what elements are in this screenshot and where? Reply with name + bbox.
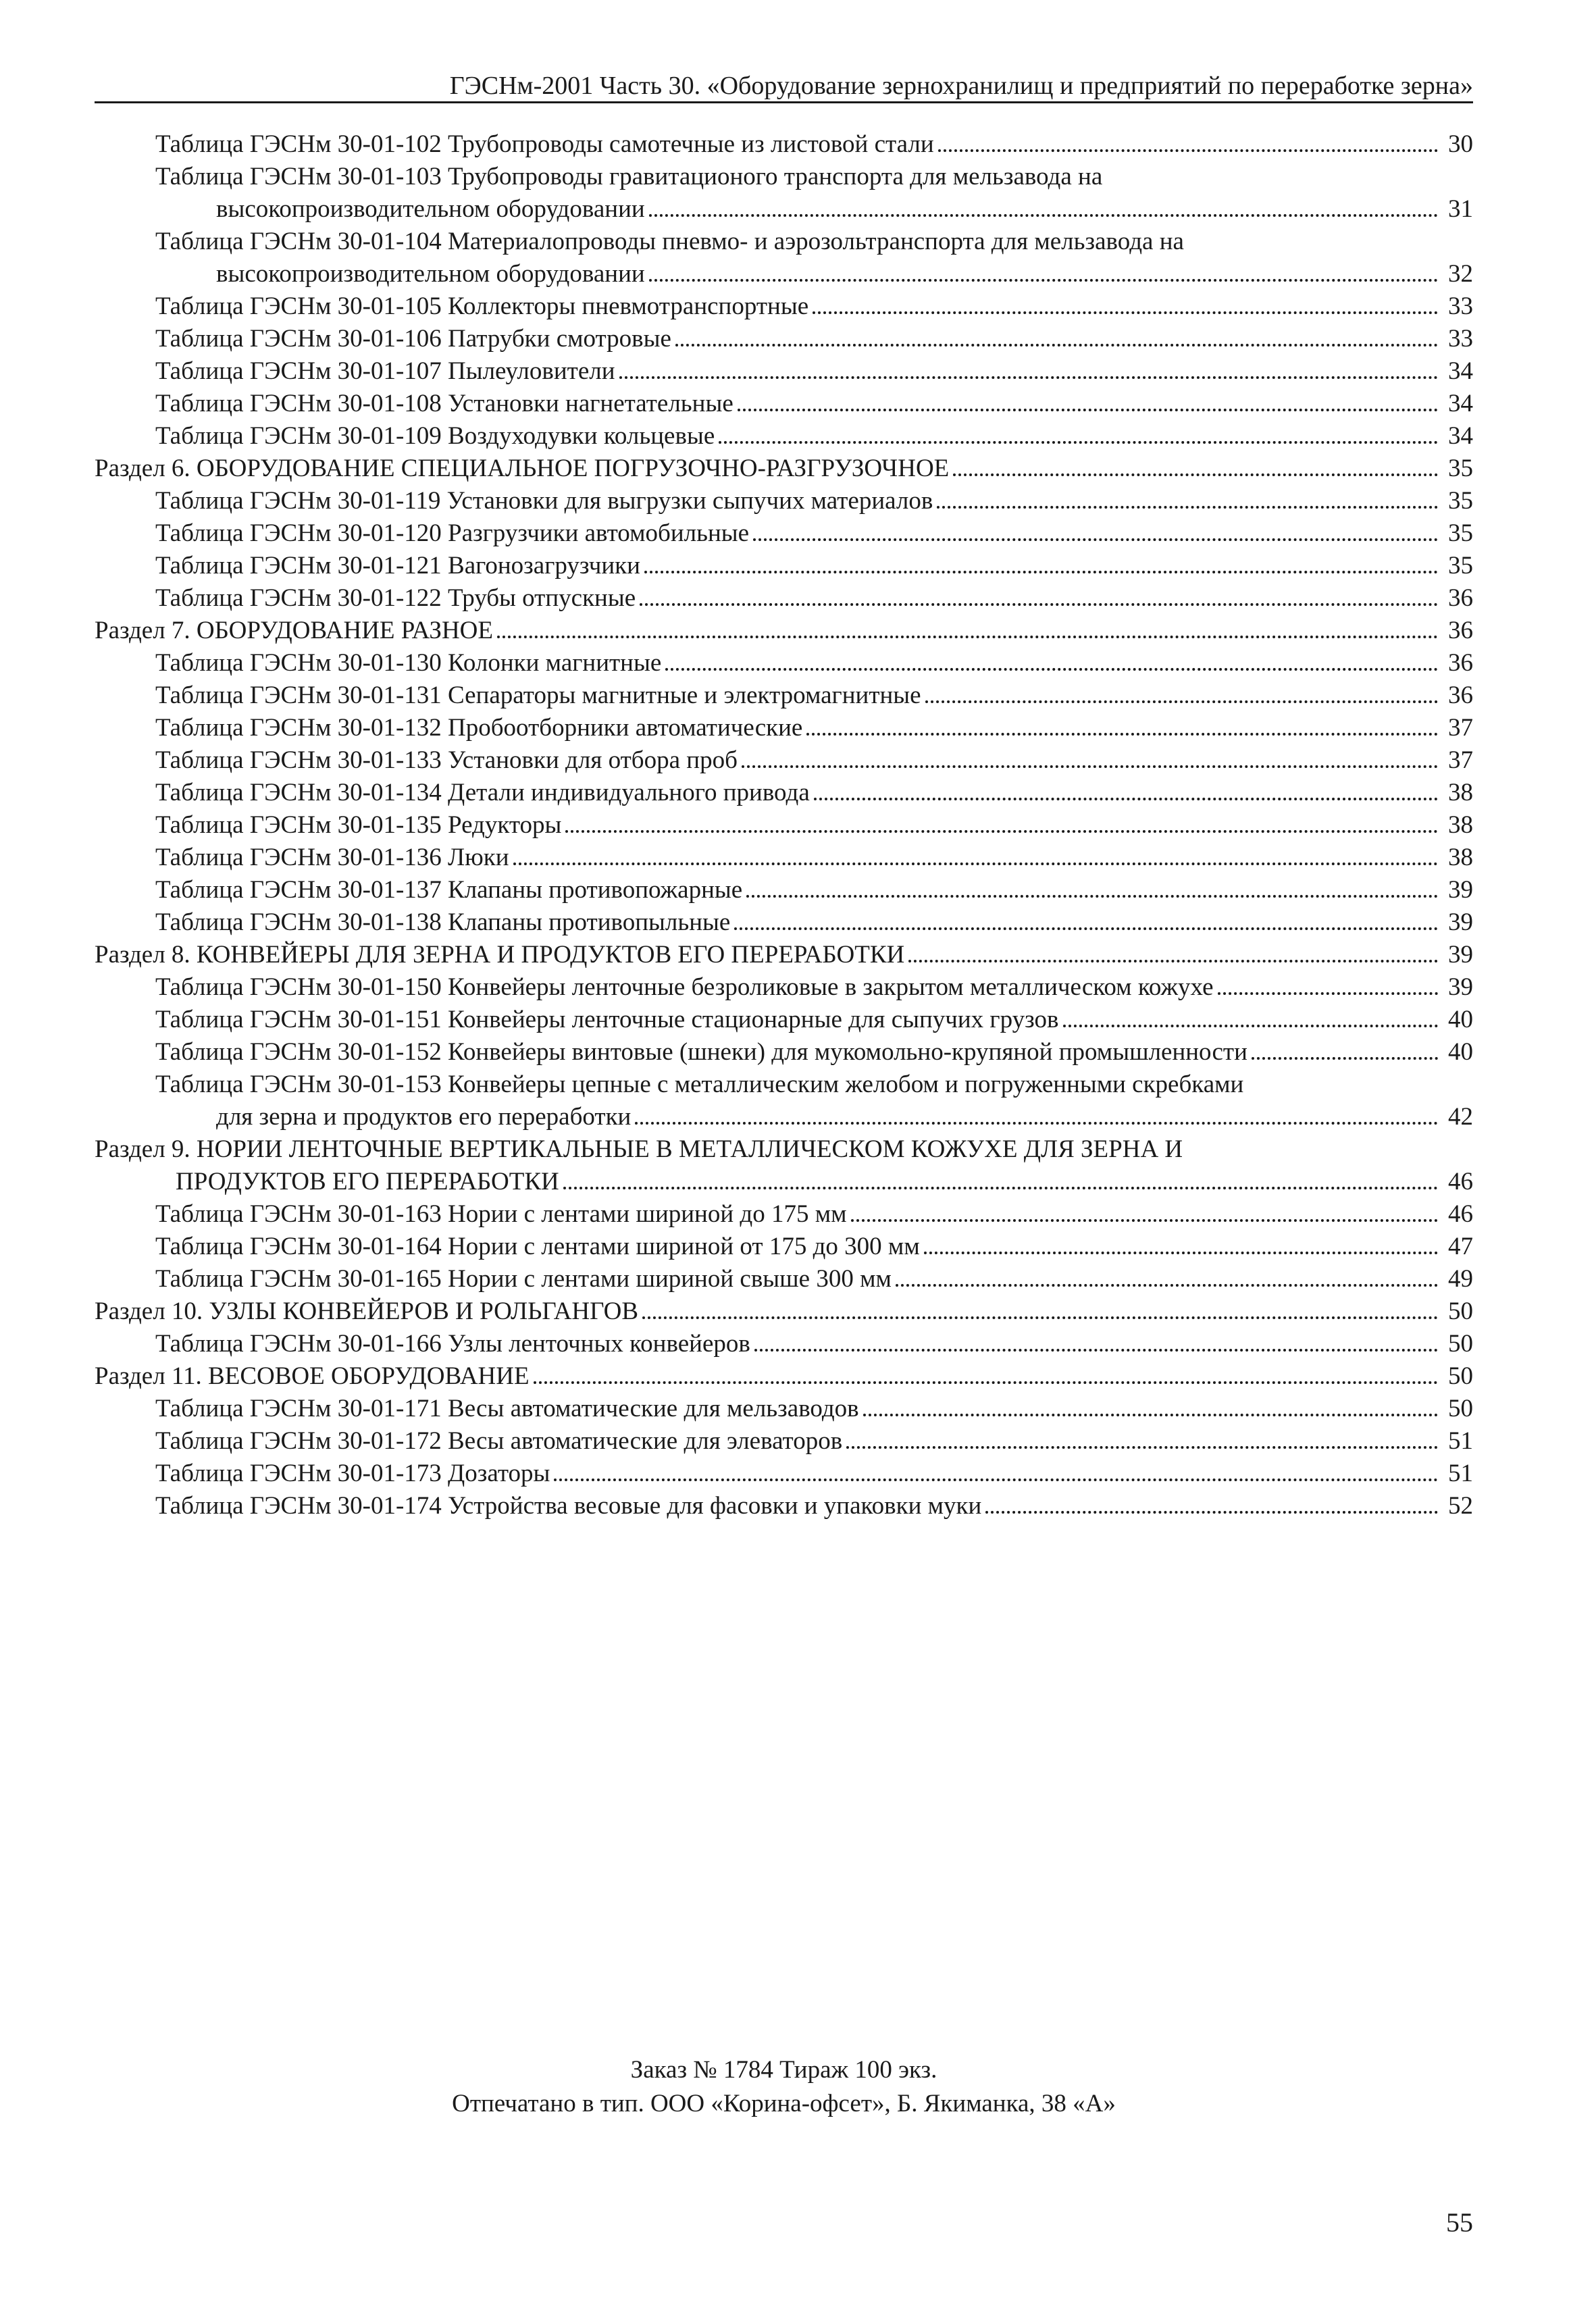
dot-leader <box>497 615 1438 638</box>
toc-entry-first-line: Раздел 9. НОРИИ ЛЕНТОЧНЫЕ ВЕРТИКАЛЬНЫЕ В МЕТАЛЛИЧЕСКОМ КОЖУХЕ ДЛЯ ЗЕРНА И <box>95 1135 1183 1163</box>
dot-leader <box>738 388 1438 411</box>
toc-page-number: 50 <box>1448 1395 1473 1422</box>
toc-page-number: 38 <box>1448 844 1473 871</box>
dot-leader <box>753 518 1438 541</box>
toc-entry-title: Таблица ГЭСНм 30-01-166 Узлы ленточных конвейеров <box>155 1330 750 1358</box>
toc-page-number: 46 <box>1448 1200 1473 1228</box>
dot-leader <box>644 550 1438 573</box>
toc-entry-title: Таблица ГЭСНм 30-01-122 Трубы отпускные <box>155 584 636 612</box>
dot-leader <box>754 1329 1438 1352</box>
toc-entry-title: Таблица ГЭСНм 30-01-131 Сепараторы магнитные и электромагнитные <box>155 682 921 709</box>
toc-table-entry <box>95 647 1473 679</box>
toc-table-entry <box>95 290 1473 323</box>
dot-leader <box>1063 1004 1439 1027</box>
toc-entry-title: Таблица ГЭСНм 30-01-136 Люки <box>155 844 509 871</box>
dot-leader <box>851 1199 1438 1222</box>
page-number: 55 <box>1446 2207 1473 2238</box>
dot-leader <box>953 453 1438 476</box>
toc-entry-first-line: Таблица ГЭСНм 30-01-153 Конвейеры цепные с металлическим желобом и погруженными скребками <box>155 1071 1244 1098</box>
toc-table-entry <box>95 842 1473 874</box>
toc-entry-title: Таблица ГЭСНм 30-01-137 Клапаны противопожарные <box>155 876 743 904</box>
toc-page-number: 50 <box>1448 1297 1473 1325</box>
dot-leader <box>938 129 1438 152</box>
toc-entry-title: Таблица ГЭСНм 30-01-119 Установки для выгрузки сыпучих материалов <box>155 487 933 515</box>
toc-entry-first-line: Таблица ГЭСНм 30-01-104 Материалопроводы пневмо- и аэрозольтранспорта для мельзавода на <box>155 228 1184 255</box>
toc-page-number: 33 <box>1448 325 1473 353</box>
toc-page-number: 35 <box>1448 552 1473 580</box>
toc-table-entry <box>95 1069 1473 1133</box>
toc-entry-title: Таблица ГЭСНм 30-01-108 Установки нагнетательные <box>155 390 733 417</box>
dot-leader <box>985 1491 1438 1514</box>
toc-section-entry <box>95 1360 1473 1393</box>
toc-entry-title: Таблица ГЭСНм 30-01-163 Нории с лентами шириной до 175 мм <box>155 1200 847 1228</box>
toc-entry-title: Таблица ГЭСНм 30-01-109 Воздуходувки кольцевые <box>155 422 715 450</box>
toc-table-entry <box>95 420 1473 453</box>
toc-table-entry <box>95 777 1473 809</box>
toc-section-entry <box>95 939 1473 971</box>
dot-leader <box>635 1102 1438 1125</box>
toc-entry-title: Таблица ГЭСНм 30-01-105 Коллекторы пневмотранспортные <box>155 292 809 320</box>
toc-table-entry <box>95 1263 1473 1295</box>
toc-page-number: 34 <box>1448 390 1473 417</box>
dot-leader <box>814 777 1438 800</box>
toc-page-number: 35 <box>1448 519 1473 547</box>
toc-section-entry <box>95 615 1473 647</box>
toc-entry-title: Таблица ГЭСНм 30-01-134 Детали индивидуального привода <box>155 779 810 806</box>
dot-leader <box>675 324 1438 346</box>
dot-leader <box>563 1166 1438 1189</box>
dot-leader <box>924 1231 1438 1254</box>
toc-table-entry <box>95 1458 1473 1490</box>
toc-table-entry <box>95 906 1473 939</box>
toc-entry-title: Таблица ГЭСНм 30-01-130 Колонки магнитные <box>155 649 662 677</box>
toc-page-number: 50 <box>1448 1330 1473 1358</box>
toc-entry-title: высокопроизводительном оборудовании <box>216 260 645 288</box>
dot-leader <box>619 356 1438 379</box>
toc-entry-title: Таблица ГЭСНм 30-01-138 Клапаны противопыльные <box>155 908 731 936</box>
toc-table-entry <box>95 550 1473 582</box>
toc-entry-title: Таблица ГЭСНм 30-01-165 Нории с лентами шириной свыше 300 мм <box>155 1265 892 1293</box>
dot-leader <box>806 713 1438 736</box>
dot-leader <box>734 907 1438 930</box>
toc-entry-title: Раздел 8. КОНВЕЙЕРЫ ДЛЯ ЗЕРНА И ПРОДУКТОВ ЕГО ПЕРЕРАБОТКИ <box>95 941 905 969</box>
dot-leader <box>554 1458 1438 1481</box>
toc-entry-title: высокопроизводительном оборудовании <box>216 195 645 223</box>
toc-page-number: 36 <box>1448 649 1473 677</box>
toc-page-number: 34 <box>1448 357 1473 385</box>
dot-leader <box>742 745 1438 768</box>
toc-page-number: 38 <box>1448 811 1473 839</box>
dot-leader <box>649 194 1438 217</box>
toc-page-number: 42 <box>1448 1103 1473 1131</box>
toc-table-entry <box>95 1490 1473 1522</box>
toc-table-entry <box>95 971 1473 1004</box>
toc-entry-title: Раздел 11. ВЕСОВОЕ ОБОРУДОВАНИЕ <box>95 1362 530 1390</box>
toc-table-entry <box>95 323 1473 355</box>
dot-leader <box>1218 972 1438 995</box>
toc-table-entry <box>95 1393 1473 1425</box>
toc-table-entry <box>95 1231 1473 1263</box>
toc-entry-title: Таблица ГЭСНм 30-01-172 Весы автоматические для элеваторов <box>155 1427 843 1455</box>
toc-entry-title: ПРОДУКТОВ ЕГО ПЕРЕРАБОТКИ <box>176 1168 559 1195</box>
toc-page-number: 37 <box>1448 746 1473 774</box>
toc-page-number: 32 <box>1448 260 1473 288</box>
toc-entry-title: Таблица ГЭСНм 30-01-106 Патрубки смотровые <box>155 325 671 353</box>
toc-entry-title: Таблица ГЭСНм 30-01-121 Вагонозагрузчики <box>155 552 640 580</box>
toc-table-entry <box>95 712 1473 744</box>
toc-page-number: 51 <box>1448 1427 1473 1455</box>
table-of-contents <box>95 128 1473 1522</box>
toc-table-entry <box>95 517 1473 550</box>
toc-entry-title: для зерна и продуктов его переработки <box>216 1103 632 1131</box>
toc-page-number: 35 <box>1448 487 1473 515</box>
toc-table-entry <box>95 809 1473 842</box>
toc-table-entry <box>95 161 1473 226</box>
toc-section-entry <box>95 1133 1473 1198</box>
toc-section-entry <box>95 1295 1473 1328</box>
toc-entry-title: Таблица ГЭСНм 30-01-152 Конвейеры винтовые (шнеки) для мукомольно-крупяной промышленности <box>155 1038 1247 1066</box>
toc-table-entry <box>95 1036 1473 1069</box>
toc-page-number: 37 <box>1448 714 1473 742</box>
toc-entry-title: Таблица ГЭСНм 30-01-120 Разгрузчики автомобильные <box>155 519 750 547</box>
toc-entry-title: Раздел 6. ОБОРУДОВАНИЕ СПЕЦИАЛЬНОЕ ПОГРУЗОЧНО-РАЗГРУЗОЧНОЕ <box>95 455 950 482</box>
toc-entry-title: Таблица ГЭСНм 30-01-132 Пробоотборники автоматические <box>155 714 803 742</box>
toc-page-number: 49 <box>1448 1265 1473 1293</box>
toc-entry-title: Таблица ГЭСНм 30-01-133 Установки для отбора проб <box>155 746 738 774</box>
imprint-order: Заказ № 1784 Тираж 100 экз. <box>630 2056 937 2084</box>
toc-page-number: 39 <box>1448 973 1473 1001</box>
toc-table-entry <box>95 1328 1473 1360</box>
toc-entry-title: Таблица ГЭСНм 30-01-164 Нории с лентами шириной от 175 до 300 мм <box>155 1233 920 1260</box>
toc-entry-title: Раздел 10. УЗЛЫ КОНВЕЙЕРОВ И РОЛЬГАНГОВ <box>95 1297 639 1325</box>
dot-leader <box>908 940 1438 962</box>
toc-table-entry <box>95 582 1473 615</box>
toc-page-number: 39 <box>1448 908 1473 936</box>
dot-leader <box>813 291 1438 314</box>
toc-entry-title: Таблица ГЭСНм 30-01-150 Конвейеры ленточные безроликовые в закрытом металлическом кожухе <box>155 973 1214 1001</box>
toc-page-number: 47 <box>1448 1233 1473 1260</box>
dot-leader <box>640 583 1438 606</box>
toc-page-number: 50 <box>1448 1362 1473 1390</box>
toc-table-entry <box>95 388 1473 420</box>
toc-page-number: 35 <box>1448 455 1473 482</box>
toc-page-number: 36 <box>1448 682 1473 709</box>
toc-page-number: 30 <box>1448 130 1473 158</box>
dot-leader <box>565 810 1438 833</box>
dot-leader <box>925 680 1438 703</box>
toc-table-entry <box>95 128 1473 161</box>
dot-leader <box>665 648 1438 671</box>
dot-leader <box>1252 1037 1438 1060</box>
toc-page-number: 40 <box>1448 1006 1473 1033</box>
toc-section-entry <box>95 453 1473 485</box>
toc-table-entry <box>95 1004 1473 1036</box>
toc-entry-title: Таблица ГЭСНм 30-01-102 Трубопроводы самотечные из листовой стали <box>155 130 934 158</box>
toc-page-number: 38 <box>1448 779 1473 806</box>
dot-leader <box>642 1296 1438 1319</box>
toc-entry-first-line: Таблица ГЭСНм 30-01-103 Трубопроводы гравитационого транспорта для мельзавода на <box>155 163 1103 190</box>
toc-page-number: 40 <box>1448 1038 1473 1066</box>
toc-entry-title: Таблица ГЭСНм 30-01-151 Конвейеры ленточные стационарные для сыпучих грузов <box>155 1006 1059 1033</box>
toc-page-number: 51 <box>1448 1460 1473 1487</box>
dot-leader <box>937 486 1438 509</box>
toc-table-entry <box>95 485 1473 517</box>
imprint <box>95 2053 1473 2121</box>
toc-page-number: 36 <box>1448 584 1473 612</box>
toc-table-entry <box>95 679 1473 712</box>
toc-table-entry <box>95 874 1473 906</box>
toc-table-entry <box>95 1425 1473 1458</box>
imprint-printer: Отпечатано в тип. ООО «Корина-офсет», Б. Якиманка, 38 «А» <box>452 2090 1116 2117</box>
header-rule <box>95 101 1473 103</box>
dot-leader <box>534 1361 1438 1384</box>
dot-leader <box>896 1264 1438 1287</box>
dot-leader <box>846 1426 1438 1449</box>
dot-leader <box>513 842 1438 865</box>
toc-page-number: 33 <box>1448 292 1473 320</box>
toc-entry-title: Таблица ГЭСНм 30-01-135 Редукторы <box>155 811 562 839</box>
toc-table-entry <box>95 226 1473 290</box>
toc-table-entry <box>95 744 1473 777</box>
toc-page-number: 39 <box>1448 941 1473 969</box>
toc-page-number: 52 <box>1448 1492 1473 1520</box>
toc-page-number: 31 <box>1448 195 1473 223</box>
running-header: ГЭСНм-2001 Часть 30. «Оборудование зернохранилищ и предприятий по переработке зерна» <box>449 72 1473 100</box>
toc-entry-title: Таблица ГЭСНм 30-01-173 Дозаторы <box>155 1460 550 1487</box>
toc-page-number: 39 <box>1448 876 1473 904</box>
dot-leader <box>719 421 1438 444</box>
toc-entry-title: Раздел 7. ОБОРУДОВАНИЕ РАЗНОЕ <box>95 617 493 644</box>
dot-leader <box>746 875 1438 898</box>
toc-table-entry <box>95 1198 1473 1231</box>
toc-entry-title: Таблица ГЭСНм 30-01-107 Пылеуловители <box>155 357 615 385</box>
toc-entry-title: Таблица ГЭСНм 30-01-174 Устройства весовые для фасовки и упаковки муки <box>155 1492 982 1520</box>
toc-entry-title: Таблица ГЭСНм 30-01-171 Весы автоматические для мельзаводов <box>155 1395 859 1422</box>
toc-page-number: 46 <box>1448 1168 1473 1195</box>
toc-page-number: 36 <box>1448 617 1473 644</box>
toc-page-number: 34 <box>1448 422 1473 450</box>
dot-leader <box>649 259 1438 282</box>
dot-leader <box>863 1393 1438 1416</box>
toc-table-entry <box>95 355 1473 388</box>
